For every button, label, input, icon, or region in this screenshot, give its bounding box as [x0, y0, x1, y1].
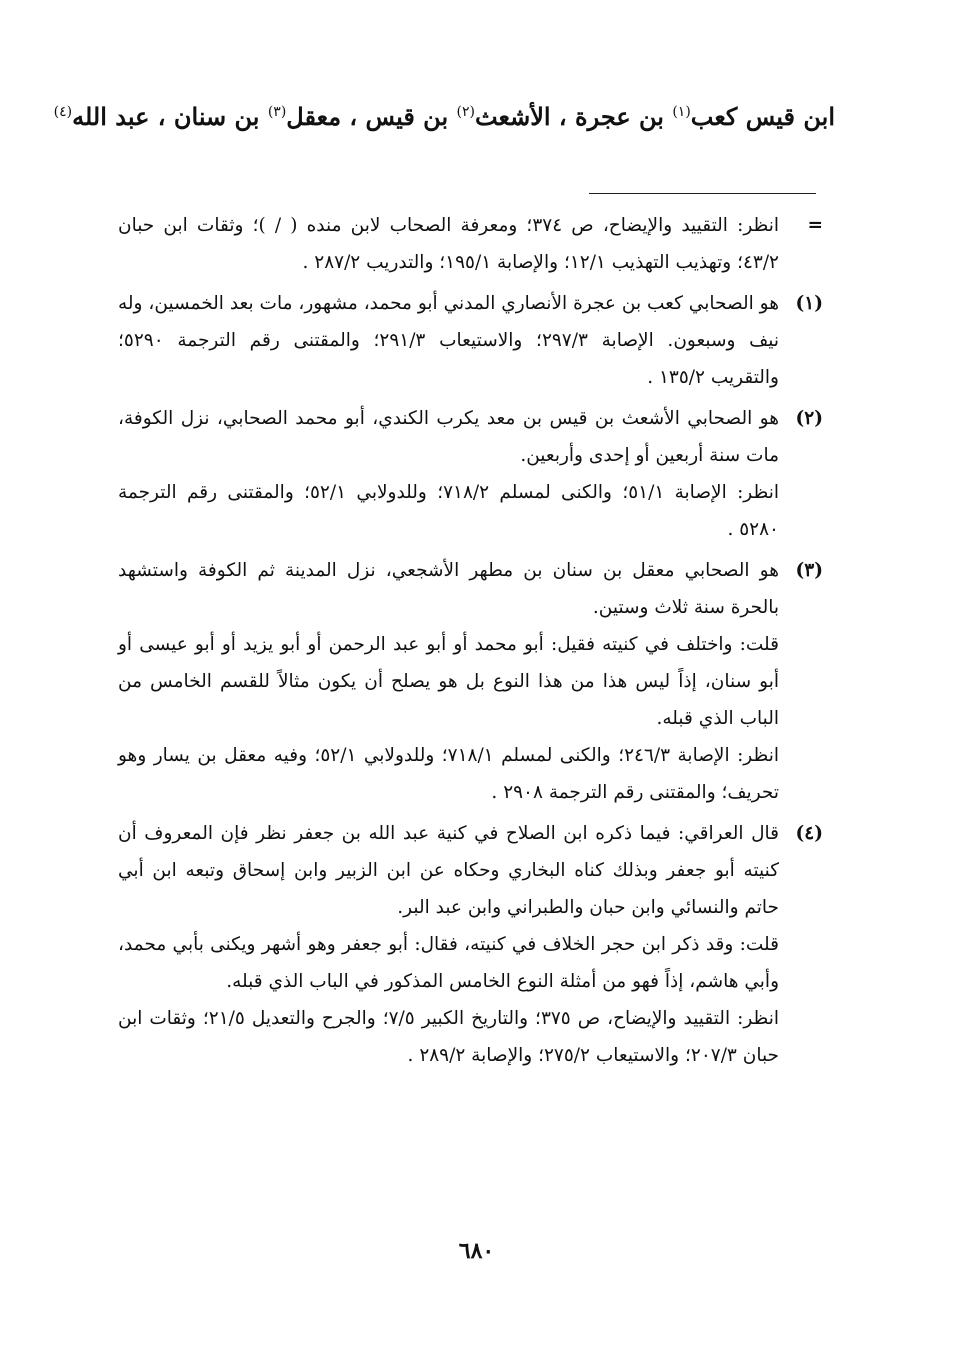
- footnote: [118, 285, 823, 396]
- main-text-line: [53, 92, 835, 137]
- footnote-paragraph: قلت: واختلف في كنيته فقيل: أبو محمد أو أبو عبد الرحمن أو أبو يزيد أو أبو عيسى أو أبو سنان، إذاً ليس هذا من هذا النوع بل هو يصلح أن يكون مثالاً للقسم الخامس من الباب الذي قبله.: [118, 634, 779, 729]
- main-text-segment: بن قيس ، معقل: [286, 102, 457, 131]
- footnote: [118, 400, 823, 548]
- footnote-paragraph: انظر: الإصابة ٢٤٦/٣؛ والكنى لمسلم ٧١٨/١؛ وللدولابي ٥٢/١؛ وفيه معقل بن يسار وهو تحريف؛ والمقتنى رقم الترجمة ٢٩٠٨ .: [118, 745, 779, 803]
- footnote-marker: (٢): [795, 408, 823, 429]
- main-text-segment: بن سنان ، عبد الله: [72, 102, 268, 131]
- footnote-paragraph: انظر: التقييد والإيضاح، ص ٣٧٤؛ ومعرفة الصحاب لابن منده ( / )؛ وثقات ابن حبان ٤٣/٢؛ وتهذيب التهذيب ١٢/١؛ والإصابة ١٩٥/١؛ والتدريب ٢٨٧/٢ .: [118, 215, 779, 273]
- footnote-marker: (٣): [795, 560, 823, 581]
- footnote-paragraph: هو الصحابي معقل بن سنان بن مطهر الأشجعي، نزل المدينة ثم الكوفة واستشهد بالحرة سنة ثلاث وستين.: [118, 560, 779, 618]
- footnote-paragraph: قلت: وقد ذكر ابن حجر الخلاف في كنيته، فقال: أبو جعفر وهو أشهر ويكنى بأبي محمد، وأبي هاشم، إذاً فهو من أمثلة النوع الخامس المذكور في الباب الذي قبله.: [118, 934, 779, 992]
- footnote-reference: (١): [672, 104, 691, 120]
- footnote-reference: (٢): [456, 104, 475, 120]
- footnote-paragraph: انظر: التقييد والإيضاح، ص ٣٧٥؛ والتاريخ الكبير ٧/٥؛ والجرح والتعديل ٢١/٥؛ وثقات ابن حبان ٢٠٧/٣؛ والاستيعاب ٢٧٥/٢؛ والإصابة ٢٨٩/٢ .: [118, 1008, 779, 1066]
- footnote-marker: (١): [795, 293, 823, 314]
- footnote-marker: (٤): [795, 823, 823, 844]
- footnotes-section: [118, 207, 823, 1078]
- footnote-reference: (٣): [267, 104, 287, 120]
- footnote-paragraph: قال العراقي: فيما ذكره ابن الصلاح في كنية عبد الله بن جعفر نظر فإن المعروف أن كنيته أبو جعفر وبذلك كناه البخاري وحكاه عن ابن الزبير وابن إسحاق وتبعه ابن أبي حاتم والنسائي وابن حبان والطبراني وابن عبد البر.: [118, 823, 779, 918]
- main-text-segment: بن عجرة ، الأشعث: [474, 102, 673, 131]
- footnote-paragraph: هو الصحابي كعب بن عجرة الأنصاري المدني أبو محمد، مشهور، مات بعد الخمسين، وله نيف وسبعون. الإصابة ٢٩٧/٣؛ والاستيعاب ٢٩١/٣؛ والمقتنى رقم الترجمة ٥٢٩٠؛ والتقريب ١٣٥/٢ .: [118, 293, 779, 388]
- footnote-marker: =: [807, 215, 823, 236]
- footnote: [118, 815, 823, 1074]
- footnote-reference: (٤): [53, 104, 73, 120]
- footnote: [118, 552, 823, 811]
- footnote-paragraph: انظر: الإصابة ٥١/١؛ والكنى لمسلم ٧١٨/٢؛ وللدولابي ٥٢/١؛ والمقتنى رقم الترجمة ٥٢٨٠ .: [118, 482, 779, 540]
- page-number: ٦٨٠: [458, 1238, 495, 1264]
- footnote: [118, 207, 823, 281]
- main-text-segment: ابن قيس كعب: [690, 102, 835, 131]
- footnote-separator: [589, 193, 816, 194]
- footnote-paragraph: هو الصحابي الأشعث بن قيس بن معد يكرب الكندي، أبو محمد الصحابي، نزل الكوفة، مات سنة أربعين أو إحدى وأربعين.: [118, 408, 779, 466]
